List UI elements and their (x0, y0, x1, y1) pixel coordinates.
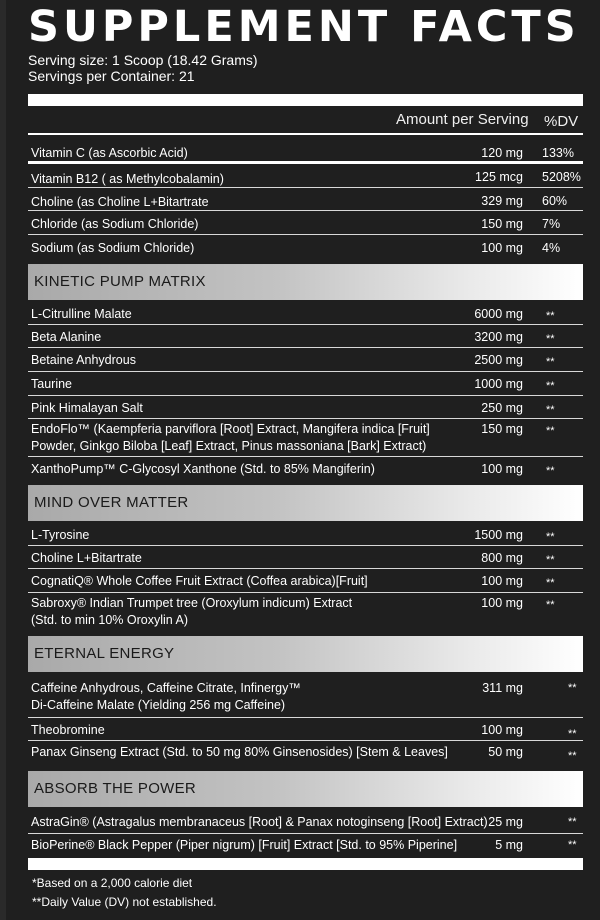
section-header-mind-over-matter (28, 485, 583, 521)
table-row (28, 834, 583, 854)
ingredient-amount: 100 mg (481, 241, 523, 255)
section-title: KINETIC PUMP MATRIX (34, 273, 206, 290)
table-row (28, 741, 583, 765)
ingredient-dv: 60% (542, 194, 568, 208)
ingredient-name: Theobromine (31, 723, 105, 737)
ingredient-dv: ** (546, 310, 555, 322)
section-header-kinetic-pump-matrix (28, 264, 583, 300)
ingredient-name: CognatiQ® Whole Coffee Fruit Extract (Coffea arabica)[Fruit] (31, 574, 368, 588)
ingredient-dv: 5208% (542, 170, 581, 184)
ingredient-name: Caffeine Anhydrous, Caffeine Citrate, Infinergy™ (31, 681, 301, 695)
ingredient-name: Vitamin B12 ( as Methylcobalamin) (31, 172, 224, 186)
amount-per-serving-header: Amount per Serving (396, 111, 529, 128)
ingredient-dv: ** (568, 728, 577, 740)
table-row (28, 211, 583, 235)
ingredient-name: XanthoPump™ C-Glycosyl Xanthone (Std. to 85% Mangiferin) (31, 462, 375, 476)
ingredient-name: Sodium (as Sodium Chloride) (31, 241, 195, 255)
ingredient-amount: 2500 mg (474, 353, 523, 367)
ingredient-amount: 150 mg (481, 217, 523, 231)
ingredient-amount: 50 mg (488, 745, 523, 759)
ingredient-dv: ** (546, 356, 555, 368)
ingredient-amount: 150 mg (481, 422, 523, 436)
footnote-daily-value: **Daily Value (DV) not established. (32, 895, 217, 909)
ingredient-dv: 4% (542, 241, 561, 255)
ingredient-amount: 3200 mg (474, 330, 523, 344)
ingredient-name: Taurine (31, 377, 72, 391)
table-row (28, 235, 583, 259)
ingredient-name: L-Tyrosine (31, 528, 90, 542)
page-title: SUPPLEMENT FACTS (28, 2, 580, 52)
table-row (28, 302, 583, 325)
ingredient-name: Choline L+Bitartrate (31, 551, 142, 565)
ingredient-name: Sabroxy® Indian Trumpet tree (Oroxylum indicum) Extract (31, 596, 353, 610)
ingredient-amount: 1500 mg (474, 528, 523, 542)
ingredient-name: AstraGin® (Astragalus membranaceus [Root] & Panax notoginseng [Root] Extract) (31, 815, 488, 829)
dv-header: %DV (544, 113, 579, 130)
serving-info (28, 52, 258, 84)
header-divider (28, 133, 583, 135)
table-row (28, 164, 583, 188)
ingredient-amount: 100 mg (481, 723, 523, 737)
ingredient-amount: 100 mg (481, 596, 523, 610)
ingredient-dv: ** (546, 465, 555, 477)
section-header-eternal-energy (28, 636, 583, 672)
ingredient-amount: 1000 mg (474, 377, 523, 391)
ingredient-name-continued: (Std. to min 10% Oroxylin A) (31, 613, 189, 627)
ingredient-amount: 100 mg (481, 574, 523, 588)
ingredient-dv: 133% (542, 146, 574, 160)
section-header-absorb-the-power (28, 771, 583, 807)
ingredient-amount: 800 mg (481, 551, 523, 565)
table-row (28, 593, 583, 630)
ingredient-dv: ** (546, 577, 555, 589)
ingredient-name: Panax Ginseng Extract (Std. to 50 mg 80% Ginsenosides) [Stem & Leaves] (31, 745, 448, 759)
serving-size: Serving size: 1 Scoop (18.42 Grams) (28, 52, 258, 68)
ingredient-amount: 329 mg (481, 194, 523, 208)
table-row (28, 718, 583, 741)
ingredient-name-continued: Di-Caffeine Malate (Yielding 256 mg Caffeine) (31, 698, 286, 712)
ingredient-dv: ** (546, 425, 555, 437)
bottom-divider-bar (28, 858, 583, 870)
ingredient-name: L-Citrulline Malate (31, 307, 132, 321)
table-row (28, 569, 583, 593)
ingredient-amount: 311 mg (482, 681, 523, 695)
ingredient-amount: 100 mg (481, 462, 523, 476)
table-row (28, 419, 583, 457)
table-row (28, 546, 583, 569)
table-row (28, 457, 583, 480)
table-row (28, 348, 583, 372)
servings-per-container: Servings per Container: 21 (28, 68, 195, 84)
ingredient-dv: 7% (542, 217, 561, 231)
ingredient-dv: ** (546, 380, 555, 392)
ingredient-name: EndoFlo™ (Kaempferia parviflora [Root] Extract, Mangifera indica [Fruit] (31, 422, 430, 436)
ingredient-name: Chloride (as Sodium Chloride) (31, 217, 199, 231)
table-row (28, 676, 583, 718)
top-divider-bar (28, 94, 583, 106)
table-row (28, 372, 583, 396)
ingredient-name: Choline (as Choline L+Bitartrate (31, 195, 209, 209)
ingredient-name: BioPerine® Black Pepper (Piper nigrum) [Fruit] Extract [Std. to 95% Piperine] (31, 838, 458, 852)
section-title: ETERNAL ENERGY (34, 645, 175, 662)
section-title: MIND OVER MATTER (34, 494, 189, 511)
table-row (28, 523, 583, 546)
ingredient-dv: ** (568, 750, 577, 762)
ingredient-dv: ** (546, 531, 555, 543)
table-row (28, 137, 583, 164)
ingredient-amount: 250 mg (481, 401, 523, 415)
ingredient-name: Beta Alanine (31, 330, 102, 344)
section-title: ABSORB THE POWER (34, 780, 197, 797)
table-row (28, 396, 583, 419)
ingredient-name: Pink Himalayan Salt (31, 401, 143, 415)
ingredient-dv: ** (568, 839, 577, 851)
ingredient-name-continued: Powder, Ginkgo Biloba [Leaf] Extract, Pinus massoniana [Bark] Extract) (31, 439, 427, 453)
ingredient-dv: ** (546, 404, 555, 416)
table-row (28, 325, 583, 348)
ingredient-name: Vitamin C (as Ascorbic Acid) (31, 146, 188, 160)
table-row (28, 188, 583, 211)
ingredient-dv: ** (546, 333, 555, 345)
ingredient-dv: ** (568, 816, 577, 828)
ingredient-dv: ** (546, 599, 555, 611)
footnote-calorie-diet: *Based on a 2,000 calorie diet (32, 876, 193, 890)
table-row (28, 810, 583, 834)
ingredient-amount: 5 mg (495, 838, 523, 852)
ingredient-dv: ** (546, 554, 555, 566)
ingredient-amount: 125 mcg (475, 170, 523, 184)
ingredient-amount: 120 mg (481, 146, 523, 160)
ingredient-name: Betaine Anhydrous (31, 353, 136, 367)
ingredient-amount: 25 mg (488, 815, 523, 829)
ingredient-amount: 6000 mg (474, 307, 523, 321)
ingredient-dv: ** (568, 682, 577, 694)
